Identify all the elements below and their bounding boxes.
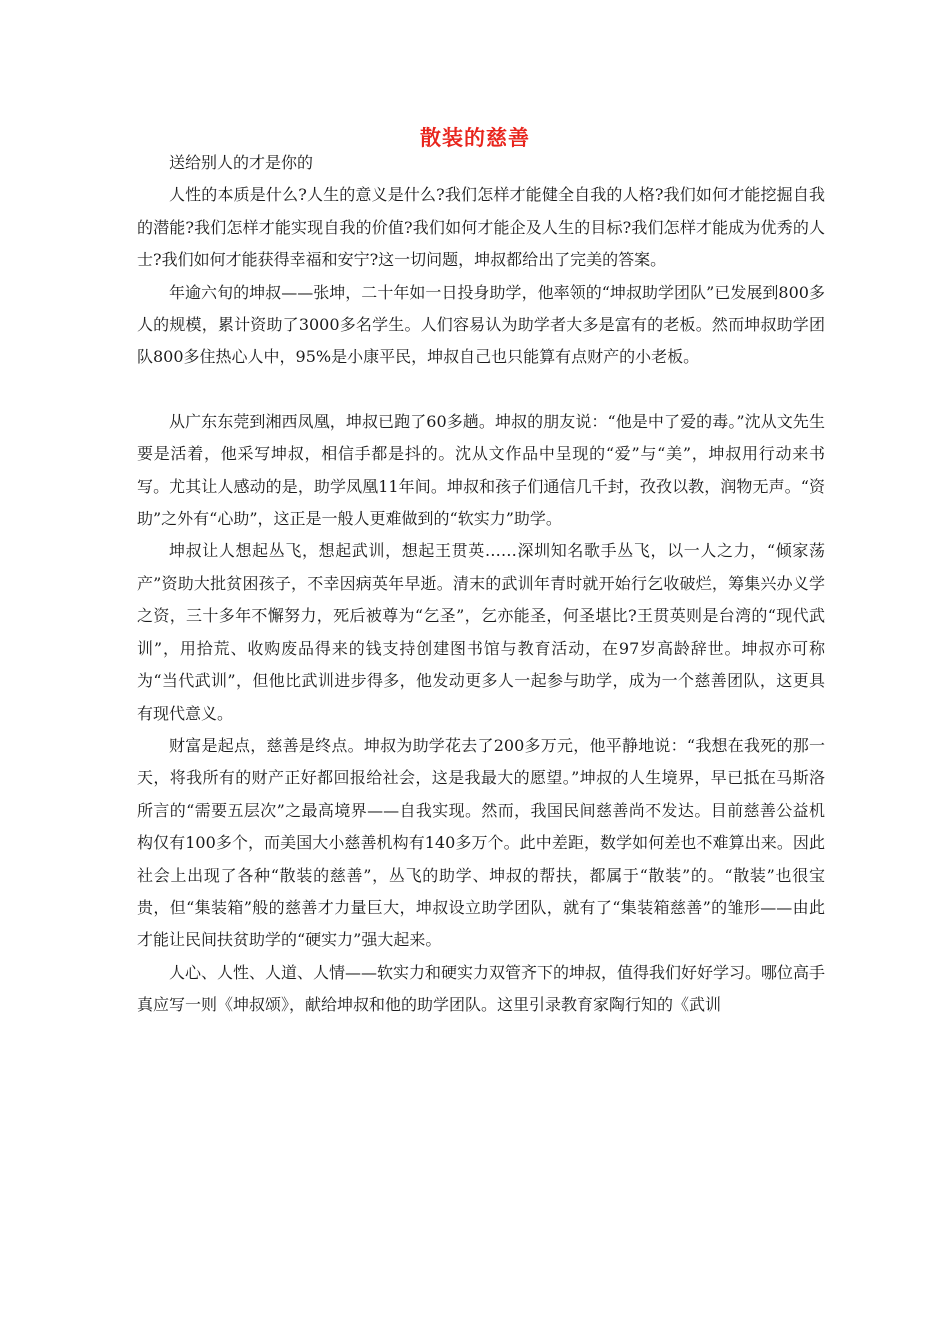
paragraph-gap (137, 374, 825, 406)
document-title: 散装的慈善 (420, 125, 530, 150)
document-subtitle: 送给别人的才是你的 (169, 153, 314, 172)
paragraph-2: 年逾六旬的坤叔——张坤，二十年如一日投身助学，他率领的“坤叔助学团队”已发展到800多人的规模，累计资助了3000多名学生。人们容易认为助学者大多是富有的老板。然而坤叔助学团队800多住热心人中，95%是小康平民，坤叔自己也只能算有点财产的小老板。 (137, 282, 825, 367)
paragraph-4: 坤叔让人想起丛飞，想起武训，想起王贯英……深圳知名歌手丛飞，以一人之力，“倾家荡产”资助大批贫困孩子，不幸因病英年早逝。清末的武训年青时就开始行乞收破烂，筹集兴办义学之资，三十多年不懈努力，死后被尊为“乞圣”，乞亦能圣，何圣堪比?王贯英则是台湾的“现代武训”，用拾荒、收购废品得来的钱支持创建图书馆与教育活动，在97岁高龄辞世。坤叔亦可称为“当代武训”，但他比武训进步得多，他发动更多人一起参与助学，成为一个慈善团队，这更具有现代意义。 (137, 541, 825, 723)
paragraph-6: 人心、人性、人道、人情——软实力和硬实力双管齐下的坤叔，值得我们好好学习。哪位高手真应写一则《坤叔颂》，献给坤叔和他的助学团队。这里引录教育家陶行知的《武训 (137, 962, 826, 1015)
paragraph-1: 人性的本质是什么?人生的意义是什么?我们怎样才能健全自我的人格?我们如何才能挖掘自我的潜能?我们怎样才能实现自我的价值?我们如何才能企及人生的目标?我们怎样才能成为优秀的人士?我们如何才能获得幸福和安宁?这一切问题，坤叔都给出了完美的答案。 (137, 185, 825, 270)
paragraph-3: 从广东东莞到湘西凤凰，坤叔已跑了60多趟。坤叔的朋友说：“他是中了爱的毒。”沈从文先生要是活着，他采写坤叔，相信手都是抖的。沈从文作品中呈现的“爱”与“美”，坤叔用行动来书写。尤其让人感动的是，助学凤凰11年间。坤叔和孩子们通信几千封，孜孜以教，润物无声。“资助”之外有“心助”，这正是一般人更难做到的“软实力”助学。 (137, 411, 825, 529)
document-body (137, 147, 825, 1022)
paragraph-5: 财富是起点，慈善是终点。坤叔为助学花去了200多万元，他平静地说：“我想在我死的那一天，将我所有的财产正好都回报给社会，这是我最大的愿望。”坤叔的人生境界，早已抵在马斯洛所言的“需要五层次”之最高境界——自我实现。然而，我国民间慈善尚不发达。目前慈善公益机构仅有100多个，而美国大小慈善机构有140多万个。此中差距，数学如何差也不难算出来。因此社会上出现了各种“散装的慈善”，丛飞的助学、坤叔的帮扶，都属于“散装”的。“散装”也很宝贵，但“集装箱”般的慈善才力量巨大，坤叔设立助学团队，就有了“集装箱慈善”的雏形——由此才能让民间扶贫助学的“硬实力”强大起来。 (137, 735, 825, 950)
